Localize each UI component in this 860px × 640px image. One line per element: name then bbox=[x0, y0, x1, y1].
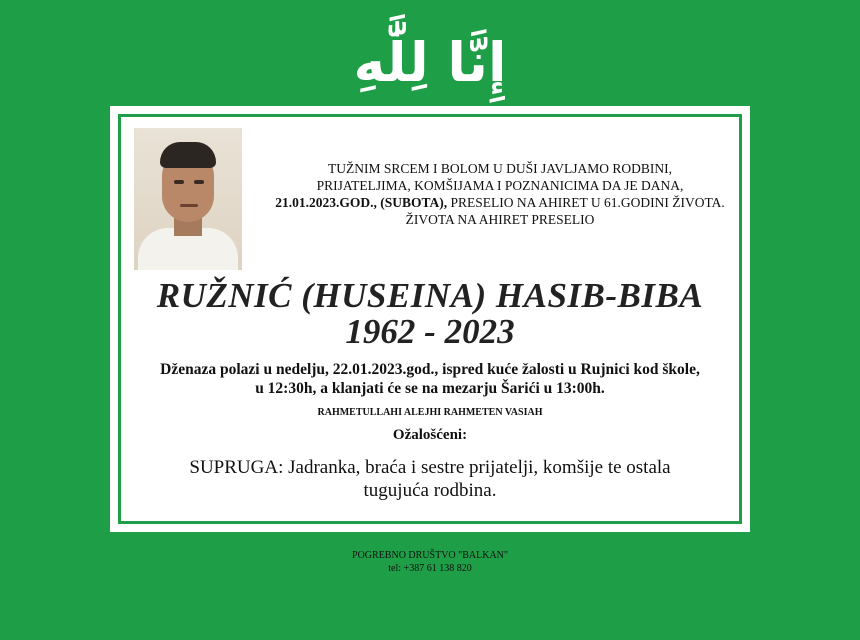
intro-line-3 bbox=[250, 194, 750, 211]
mourners-line-1: SUPRUGA: Jadranka, braća i sestre prijatelji, komšije te ostala bbox=[189, 457, 671, 478]
footer bbox=[0, 549, 860, 575]
mourners-line-2: tugujuća rodbina. bbox=[363, 480, 497, 501]
mourners-label: Ožalošćeni: bbox=[392, 427, 468, 443]
company-phone: tel: +387 61 138 820 bbox=[388, 563, 472, 574]
funeral-company: POGREBNO DRUŠTVO "BALKAN" bbox=[352, 550, 508, 561]
deceased-photo bbox=[134, 128, 242, 270]
funeral-line-2: u 12:30h, a klanjati će se na mezarju Šarići u 13:00h. bbox=[255, 380, 605, 397]
intro-text bbox=[250, 160, 750, 228]
funeral-details bbox=[110, 360, 750, 398]
death-date: 21.01.2023.GOD., (SUBOTA), bbox=[275, 195, 448, 210]
intro-line-3-rest: PRESELIO NA AHIRET U 61.GODINI ŽIVOTA. bbox=[447, 195, 725, 210]
deceased-name: RUŽNIĆ (HUSEINA) HASIB-BIBA bbox=[156, 276, 704, 315]
prayer-text: RAHMETULLAHI ALEJHI RAHMETEN VASIAH bbox=[317, 407, 543, 418]
funeral-line-1: Dženaza polazi u nedelju, 22.01.2023.god., ispred kuće žalosti u Rujnici kod škole, bbox=[160, 361, 700, 378]
intro-line-2: PRIJATELJIMA, KOMŠIJAMA I POZNANICIMA DA JE DANA, bbox=[316, 178, 684, 193]
mourners-list bbox=[140, 456, 720, 502]
arabic-calligraphy: إِنَّا لِلَّٰهِ bbox=[353, 31, 507, 94]
intro-line-1: TUŽNIM SRCEM I BOLOM U DUŠI JAVLJAMO RODBINI, bbox=[327, 161, 673, 176]
life-years: 1962 - 2023 bbox=[345, 312, 515, 351]
intro-line-4: ŽIVOTA NA AHIRET PRESELIO bbox=[405, 212, 595, 227]
